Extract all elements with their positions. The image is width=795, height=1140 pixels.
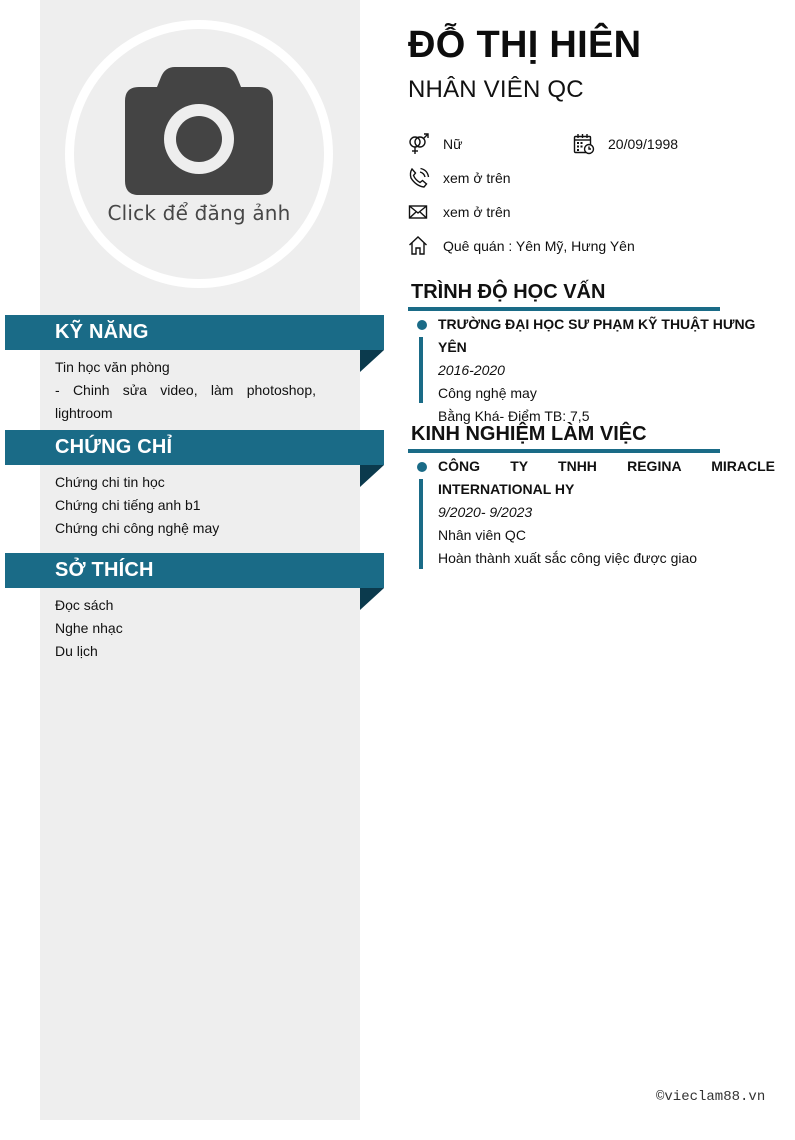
list-item: - Chinh sửa video, làm photoshop, lightroom [55,382,316,421]
info-phone [408,167,708,189]
section-divider [408,307,720,311]
birthday-value: 20/09/1998 [608,136,679,152]
calendar-icon [573,133,595,155]
list-item: Tin học văn phòng [55,359,170,375]
education-entry [438,313,775,428]
phone-icon [408,167,430,189]
home-icon [408,235,430,257]
info-gender [408,133,558,155]
phone-value: xem ở trên [443,170,511,186]
camera-icon [125,67,273,195]
avatar-caption: Click để đăng ảnh [107,201,291,225]
section-header-certificates [5,430,384,465]
email-value: xem ở trên [443,204,511,220]
hobbies-list [55,594,316,663]
list-item: Đọc sách [55,597,114,613]
section-title: CHỨNG CHỈ [55,436,173,458]
ribbon-fold [360,465,384,487]
timeline-dot [417,462,427,472]
gender-icon [408,133,430,155]
list-item: Nghe nhạc [55,620,123,636]
education-period: 2016-2020 [438,362,505,378]
info-email [408,201,708,223]
school-name: TRƯỜNG ĐẠI HỌC SƯ PHẠM KỸ THUẬT HƯNG YÊN [438,316,756,355]
experience-entry [438,455,775,570]
list-item: Du lịch [55,643,98,659]
timeline-dot [417,320,427,330]
mail-icon [408,201,430,223]
ribbon-fold [360,350,384,372]
section-header-skills [5,315,384,350]
address-value: Quê quán : Yên Mỹ, Hưng Yên [443,238,635,254]
skills-list [55,356,316,425]
timeline-line [419,479,423,569]
info-birthday [573,133,723,155]
section-divider [408,449,720,453]
experience-heading: KINH NGHIỆM LÀM VIỆC [411,423,647,445]
education-detail: Công nghệ may [438,385,537,401]
ribbon-fold [360,588,384,610]
experience-period: 9/2020- 9/2023 [438,504,533,520]
gender-value: Nữ [443,136,463,152]
info-address [408,235,708,257]
job-title: NHÂN VIÊN QC [408,76,584,103]
education-detail: Bằng Khá- Điểm TB: 7,5 [438,408,590,424]
list-item: Chứng chi công nghệ may [55,520,220,536]
section-header-hobbies [5,553,384,588]
list-item: Chứng chi tiếng anh b1 [55,497,201,513]
experience-detail: Hoàn thành xuất sắc công việc được giao [438,550,698,566]
section-title: SỞ THÍCH [55,559,154,581]
candidate-name: ĐỖ THỊ HIÊN [408,24,642,66]
timeline-line [419,337,423,403]
list-item: Chứng chi tin học [55,474,165,490]
copyright-text: ©vieclam88.vn [656,1089,766,1105]
certificates-list [55,471,316,540]
company-name: CÔNG TY TNHH REGINA MIRACLE INTERNATIONAL HY [438,458,775,497]
section-title: KỸ NĂNG [55,321,149,343]
education-heading: TRÌNH ĐỘ HỌC VẤN [411,281,606,303]
avatar-upload-button[interactable] [65,20,333,288]
experience-detail: Nhân viên QC [438,527,526,543]
